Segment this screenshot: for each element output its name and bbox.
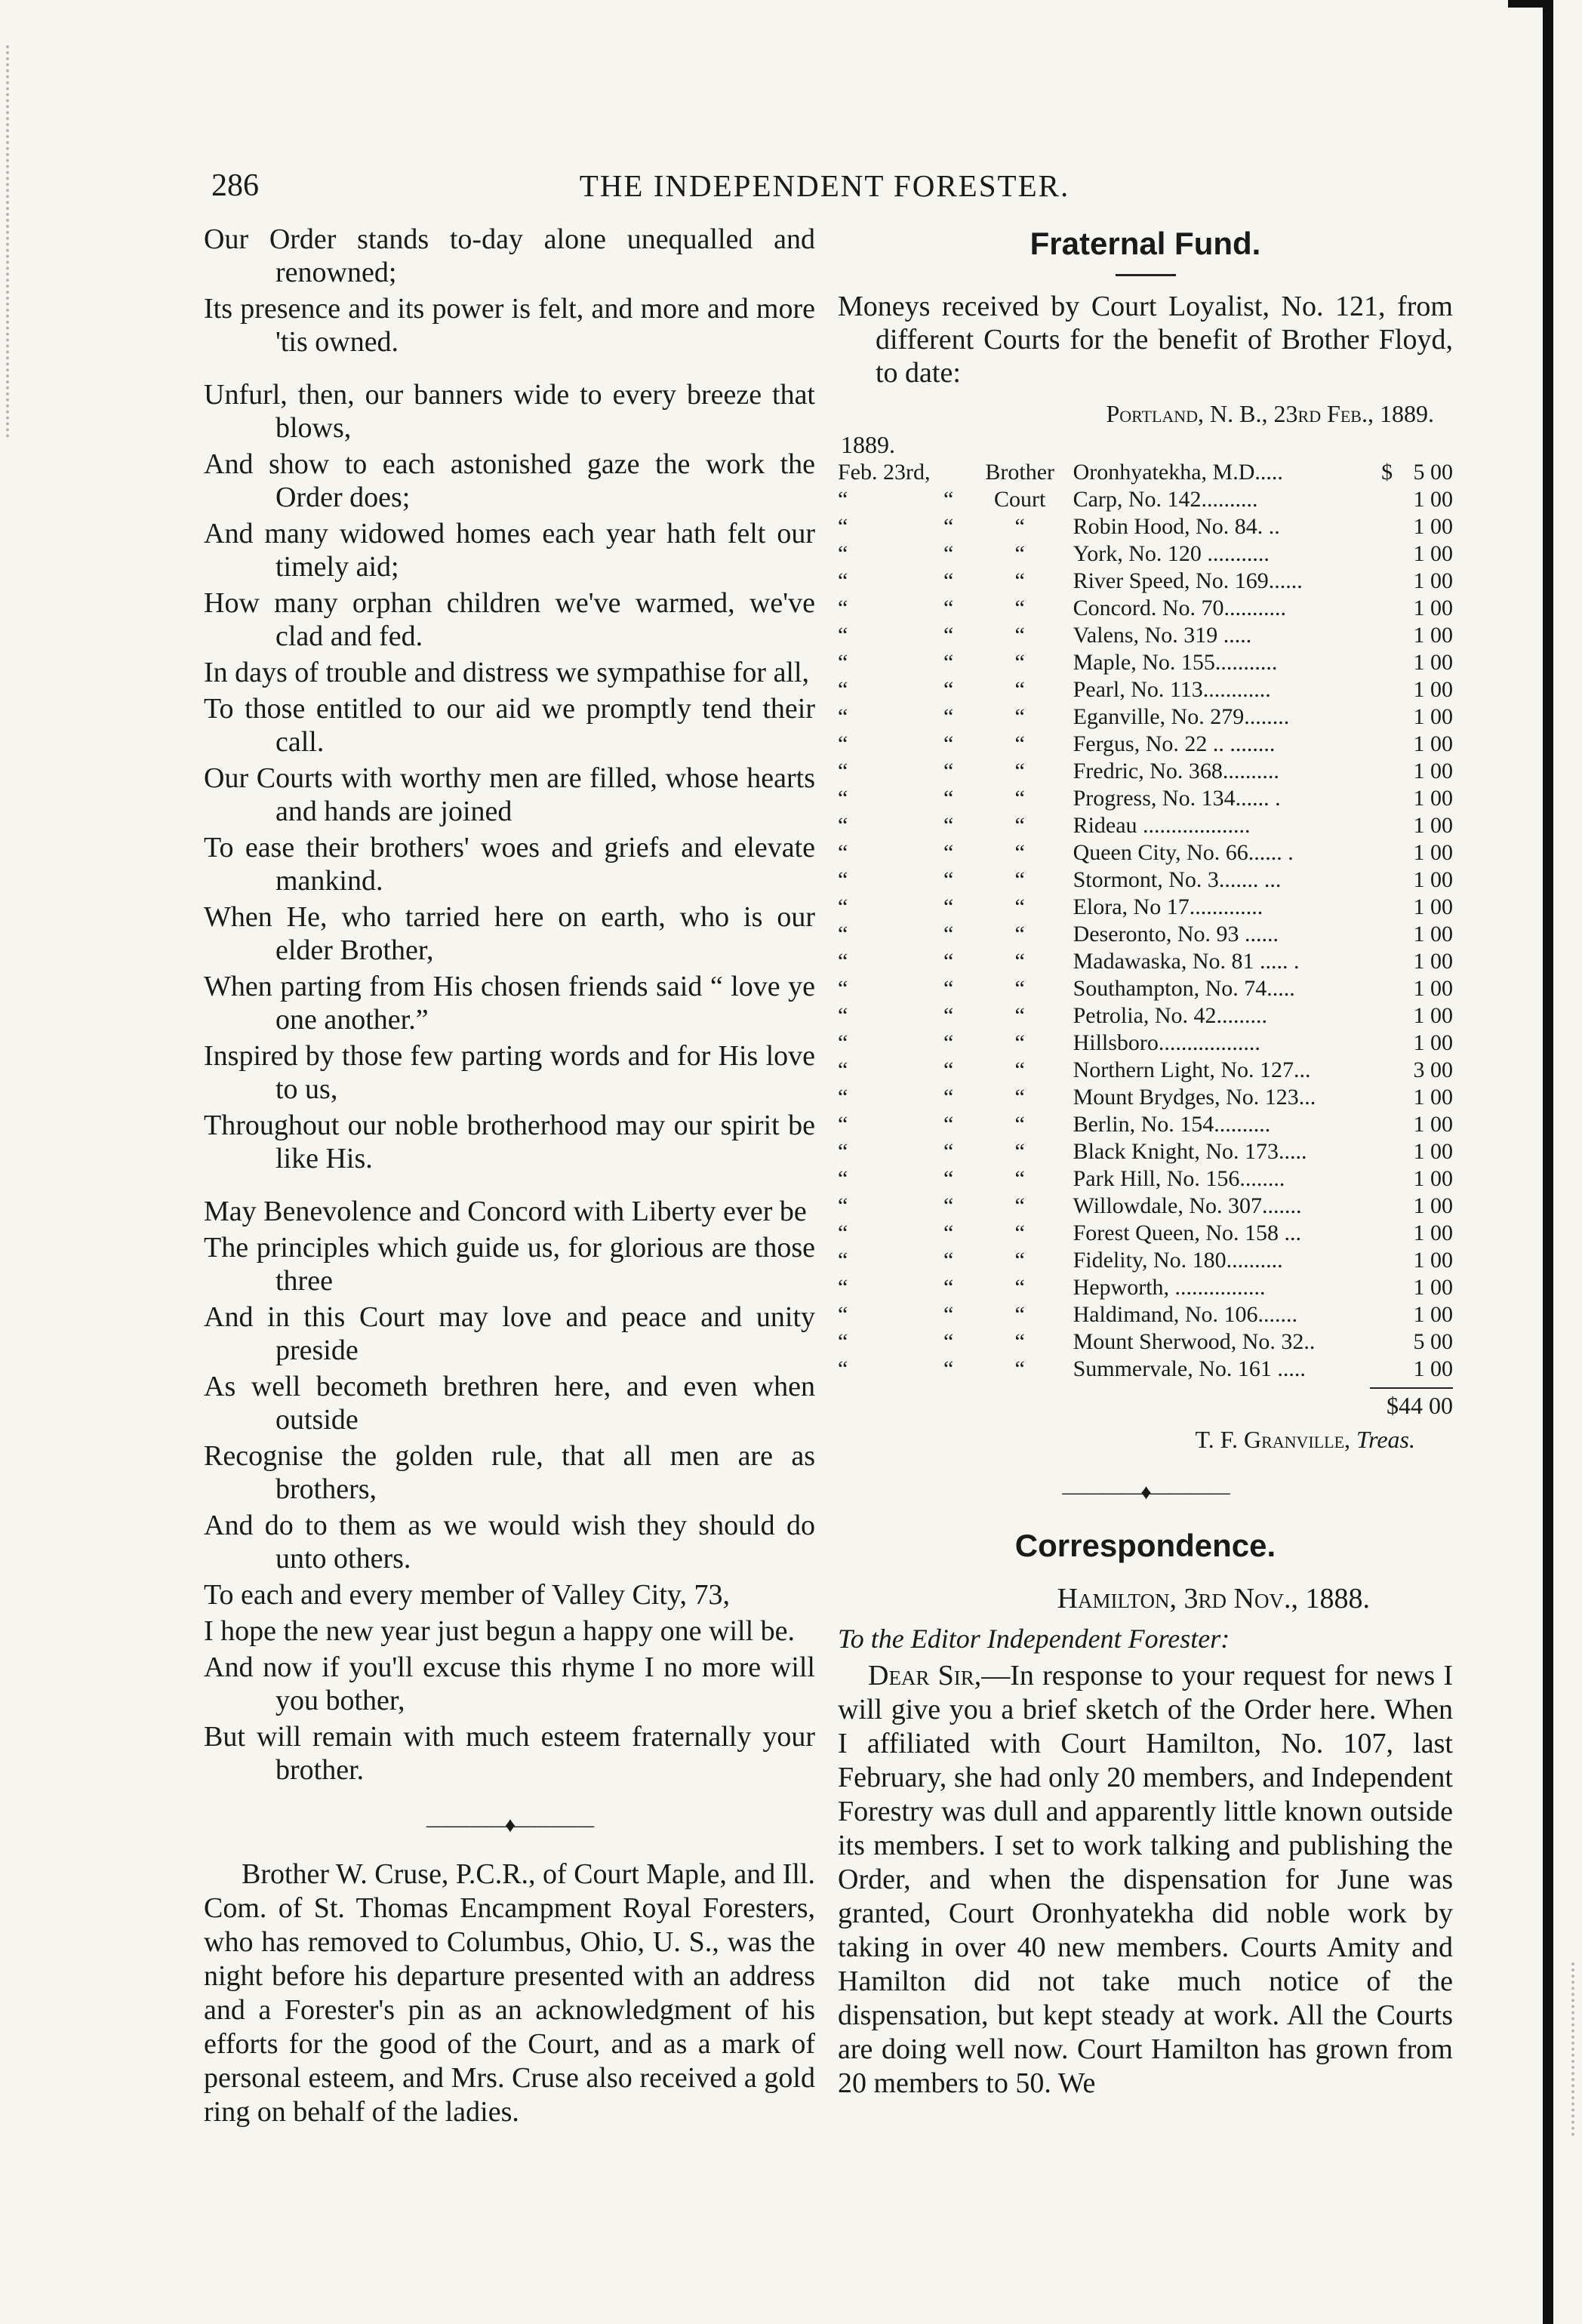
entry-amount: 1 00 [1413,487,1453,512]
news-item-paragraph: Brother W. Cruse, P.C.R., of Court Maple, and Ill. Com. of St. Thomas Encampment Royal Foresters, who has removed to Columbus, Ohio, U. S., was the night before his departure presented with an address and a Forester's pin as an acknowledgment of his efforts for the good of the Court, and as a mark of personal esteem, and Mrs. Cruse also received a gold ring on behalf of the ladies. [204,1858,815,2128]
entry-kind: “ [1014,1139,1025,1164]
ledger-row [838,568,1453,595]
entry-amount: 1 00 [1413,922,1453,947]
entry-dollar-sign [1365,866,1393,894]
entry-amount: 1 00 [1413,568,1453,593]
entry-dollar-sign [1365,1274,1393,1301]
poem-line: Our Courts with worthy men are filled, whose hearts and hands are joined [204,762,815,827]
entry-ditto: “ [943,1248,954,1273]
ledger-row [838,459,1453,486]
entry-dollar-sign [1365,1356,1393,1383]
entry-date: “ [838,650,848,675]
poem-line: And in this Court may love and peace and unity preside [204,1301,815,1366]
ledger-row [838,839,1453,866]
entry-date: “ [838,1220,848,1245]
entry-ditto: “ [943,759,954,783]
entry-amount: 1 00 [1413,1275,1453,1300]
poem-line: And many widowed homes each year hath felt our timely aid; [204,518,815,583]
entry-date: “ [838,949,848,974]
entry-amount: 1 00 [1413,1220,1453,1245]
entry-kind: “ [1014,514,1025,539]
entry-name: Robin Hood, No. 84. .. [1073,514,1280,539]
entry-dollar-sign [1365,839,1393,866]
entry-dollar-sign [1365,649,1393,676]
letter-text: —In response to your request for news I will give you a brief sketch of the Order here. When I affiliated with Court Hamilton, No. 107, last February, she had only 20 members, and Independent Forestry was dull and apparently little known outside its members. I set to work talking and publishing the Order, and when the dispensation for June was granted, Court Oronhyatekha did noble work by taking in over 40 new members. Courts Amity and Hamilton did not take much notice of the dispensation, but kept steady at work. All the Courts are doing well now. Court Hamilton has grown from 20 members to 50. We [838,1660,1454,2099]
short-rule [1116,274,1176,276]
entry-date: “ [838,1057,848,1082]
entry-kind: “ [1014,1030,1025,1055]
entry-kind: “ [1014,949,1025,974]
entry-date: “ [838,759,848,783]
entry-name: Fredric, No. 368.......... [1073,759,1279,783]
entry-kind: “ [1014,1057,1025,1082]
entry-name: Madawaska, No. 81 ..... . [1073,949,1300,974]
entry-ditto: “ [943,650,954,675]
entry-date: “ [838,1112,848,1137]
right-column [838,223,1453,2101]
entry-dollar-sign [1365,1220,1393,1247]
entry-dollar-sign [1365,921,1393,948]
ledger-row [838,1002,1453,1030]
entry-amount: 1 00 [1413,894,1453,919]
entry-dollar-sign [1365,1030,1393,1057]
poem-line: But will remain with much esteem fraternally your brother. [204,1721,815,1786]
entry-kind: “ [1014,1220,1025,1245]
entry-amount: 3 00 [1413,1057,1453,1082]
entry-ditto: “ [943,1003,954,1028]
entry-kind: “ [1014,976,1025,1001]
entry-kind: “ [1014,867,1025,892]
entry-name: Petrolia, No. 42......... [1073,1003,1268,1028]
scan-edge-marks [6,45,24,438]
entry-name: Mount Brydges, No. 123... [1073,1085,1316,1110]
entry-amount: 1 00 [1413,1030,1453,1055]
entry-ditto: “ [943,1057,954,1082]
ledger-row [838,894,1453,921]
entry-name: Berlin, No. 154.......... [1073,1112,1271,1137]
entry-dollar-sign [1365,894,1393,921]
entry-amount: 1 00 [1413,704,1453,729]
entry-ditto: “ [943,1112,954,1137]
ledger-row [838,948,1453,975]
entry-ditto: “ [943,1030,954,1055]
ledger-row [838,1111,1453,1138]
fraternal-fund-title: Fraternal Fund. [1030,226,1261,261]
entry-kind: Court [994,487,1046,512]
entry-dollar-sign [1365,513,1393,540]
entry-amount: 1 00 [1413,840,1453,865]
entry-kind: “ [1014,1166,1025,1191]
entry-amount: 1 00 [1413,731,1453,756]
entry-name: Park Hill, No. 156........ [1073,1166,1285,1191]
entry-dollar-sign [1365,676,1393,703]
entry-name: Concord. No. 70........... [1073,596,1287,620]
entry-dollar-sign [1365,1165,1393,1193]
entry-name: Summervale, No. 161 ..... [1073,1356,1306,1381]
entry-date: “ [838,1003,848,1028]
entry-amount: 1 00 [1413,976,1453,1001]
entry-ditto: “ [943,568,954,593]
entry-dollar-sign [1365,785,1393,812]
entry-amount: 1 00 [1413,949,1453,974]
poem-line: How many orphan children we've warmed, we've clad and fed. [204,587,815,652]
entry-amount: 1 00 [1413,623,1453,648]
entry-ditto: “ [943,1275,954,1300]
entry-kind: “ [1014,1329,1025,1354]
ledger-row [838,1165,1453,1193]
ledger-row [838,649,1453,676]
entry-date: “ [838,1356,848,1381]
entry-ditto: “ [943,1329,954,1354]
poem-line: To each and every member of Valley City, 73, [204,1579,730,1611]
entry-kind: “ [1014,922,1025,947]
fund-total: $44 00 [1387,1392,1453,1419]
fund-place-date: Portland, N. B., 23rd Feb., 1889. [1106,400,1434,427]
entry-amount: 1 00 [1413,1193,1453,1218]
poem-line: To those entitled to our aid we promptly tend their call. [204,693,815,758]
entry-name: Oronhyatekha, M.D..... [1073,460,1283,485]
entry-ditto: “ [943,596,954,620]
entry-name: Queen City, No. 66...... . [1073,840,1294,865]
entry-name: Pearl, No. 113............ [1073,677,1271,702]
entry-ditto: “ [943,1166,954,1191]
treasurer-signature [838,1426,1415,1454]
entry-ditto: “ [943,514,954,539]
entry-amount: 1 00 [1413,596,1453,620]
poem-line: Recognise the golden rule, that all men are as brothers, [204,1440,815,1505]
fund-ledger-table [838,459,1453,1383]
ledger-row [838,622,1453,649]
entry-name: Northern Light, No. 127... [1073,1057,1311,1082]
fund-intro: Moneys received by Court Loyalist, No. 121, from different Courts for the benefit of Brother Floyd, to date: [838,291,1453,389]
entry-name: Eganville, No. 279........ [1073,704,1290,729]
fund-year: 1889. [841,431,895,458]
entry-dollar-sign [1365,1002,1393,1030]
entry-name: Forest Queen, No. 158 ... [1073,1220,1302,1245]
ledger-row [838,676,1453,703]
entry-name: Hepworth, ................ [1073,1275,1266,1300]
entry-date: “ [838,541,848,566]
entry-name: Mount Sherwood, No. 32.. [1073,1329,1316,1354]
entry-kind: “ [1014,1085,1025,1110]
section-ornament: ————♦———— [426,1814,593,1837]
entry-ditto: “ [943,623,954,648]
entry-kind: “ [1014,813,1025,838]
poem-line: To ease their brothers' woes and griefs and elevate mankind. [204,832,815,897]
page-spine-shadow [1543,0,1553,2324]
treasurer-name: T. F. Granville, [1195,1426,1351,1453]
poem-line: As well becometh brethren here, and even when outside [204,1371,815,1436]
entry-dollar-sign [1365,948,1393,975]
entry-name: Willowdale, No. 307....... [1073,1193,1302,1218]
entry-name: Haldimand, No. 106....... [1073,1302,1298,1327]
entry-amount: 1 00 [1413,1356,1453,1381]
poem-line: Throughout our noble brotherhood may our spirit be like His. [204,1110,815,1174]
entry-date: “ [838,922,848,947]
entry-ditto: “ [943,1356,954,1381]
poem-line: The principles which guide us, for glorious are those three [204,1232,815,1297]
poem-line: May Benevolence and Concord with Liberty ever be [204,1196,807,1227]
letter-opening: Dear Sir, [868,1660,982,1691]
entry-ditto: “ [943,1139,954,1164]
ledger-row [838,812,1453,839]
entry-dollar-sign [1365,595,1393,622]
entry-amount: 1 00 [1413,786,1453,811]
entry-kind: “ [1014,1275,1025,1300]
entry-date: Feb. 23rd, [838,460,931,485]
entry-name: Stormont, No. 3....... ... [1073,867,1282,892]
entry-amount: 1 00 [1413,514,1453,539]
entry-date: “ [838,1030,848,1055]
correspondence-date: Hamilton, 3rd Nov., 1888. [1057,1583,1370,1614]
entry-kind: “ [1014,840,1025,865]
entry-amount: 1 00 [1413,1003,1453,1028]
ledger-row [838,1084,1453,1111]
poem-line: Our Order stands to-day alone unequalled and renowned; [204,223,815,288]
entry-date: “ [838,596,848,620]
ledger-row [838,1274,1453,1301]
entry-amount: 5 00 [1413,460,1453,485]
entry-kind: “ [1014,677,1025,702]
entry-amount: 1 00 [1413,541,1453,566]
entry-dollar-sign [1365,1057,1393,1084]
left-column [204,223,815,2129]
entry-name: Valens, No. 319 ..... [1073,623,1252,648]
entry-amount: 5 00 [1413,1329,1453,1354]
entry-amount: 1 00 [1413,1166,1453,1191]
ledger-row [838,1193,1453,1220]
page-number: 286 [211,168,259,203]
entry-date: “ [838,623,848,648]
page-header [204,168,1445,213]
entry-ditto: “ [943,1302,954,1327]
ledger-row [838,731,1453,758]
entry-kind: Brother [985,460,1055,485]
entry-name: Fergus, No. 22 .. ........ [1073,731,1276,756]
poem-line: In days of trouble and distress we sympathise for all, [204,657,810,688]
entry-name: Progress, No. 134...... . [1073,786,1281,811]
entry-dollar-sign [1365,812,1393,839]
ledger-row [838,758,1453,785]
entry-date: “ [838,813,848,838]
entry-ditto: “ [943,541,954,566]
ledger-row [838,785,1453,812]
entry-name: York, No. 120 ........... [1073,541,1270,566]
poem-line: I hope the new year just begun a happy one will be. [204,1615,795,1647]
entry-kind: “ [1014,894,1025,919]
entry-ditto: “ [943,867,954,892]
entry-name: River Speed, No. 169...... [1073,568,1303,593]
ledger-row [838,1247,1453,1274]
entry-dollar-sign [1365,758,1393,785]
correspondence-title: Correspondence. [1014,1528,1276,1563]
entry-date: “ [838,1193,848,1218]
poem-line: Inspired by those few parting words and for His love to us, [204,1040,815,1105]
ledger-row [838,540,1453,568]
ledger-row [838,486,1453,513]
entry-kind: “ [1014,786,1025,811]
poem-line: And do to them as we would wish they should do unto others. [204,1510,815,1574]
entry-dollar-sign [1365,568,1393,595]
entry-name: Rideau ................... [1073,813,1251,838]
entry-name: Maple, No. 155........... [1073,650,1278,675]
entry-ditto: “ [943,704,954,729]
entry-date: “ [838,1085,848,1110]
entry-ditto: “ [943,487,954,512]
entry-kind: “ [1014,596,1025,620]
ledger-row [838,1301,1453,1328]
entry-date: “ [838,514,848,539]
entry-date: “ [838,1275,848,1300]
correspondence-salutation: To the Editor Independent Forester: [838,1624,1230,1654]
entry-ditto [931,459,967,486]
ledger-row [838,1220,1453,1247]
entry-kind: “ [1014,1302,1025,1327]
poem-line: Its presence and its power is felt, and more and more 'tis owned. [204,293,815,358]
entry-amount: 1 00 [1413,650,1453,675]
entry-kind: “ [1014,650,1025,675]
entry-dollar-sign [1365,1084,1393,1111]
entry-amount: 1 00 [1413,1112,1453,1137]
ledger-row [838,1356,1453,1383]
entry-kind: “ [1014,541,1025,566]
entry-ditto: “ [943,949,954,974]
entry-dollar-sign [1365,622,1393,649]
entry-kind: “ [1014,731,1025,756]
entry-kind: “ [1014,1248,1025,1273]
entry-date: “ [838,840,848,865]
entry-dollar-sign [1365,1301,1393,1328]
entry-amount: 1 00 [1413,1139,1453,1164]
entry-amount: 1 00 [1413,677,1453,702]
entry-dollar-sign [1365,975,1393,1002]
entry-date: “ [838,976,848,1001]
ledger-row [838,866,1453,894]
correspondence-body [838,1659,1453,2101]
entry-name: Elora, No 17............. [1073,894,1263,919]
entry-name: Deseronto, No. 93 ...... [1073,922,1279,947]
ledger-row [838,1328,1453,1356]
page-spine-corner [1508,0,1553,8]
entry-amount: 1 00 [1413,867,1453,892]
entry-ditto: “ [943,922,954,947]
entry-date: “ [838,1248,848,1273]
poem-line: And now if you'll excuse this rhyme I no more will you bother, [204,1651,815,1716]
poem-line: Unfurl, then, our banners wide to every breeze that blows, [204,379,815,444]
ledger-row [838,1030,1453,1057]
entry-dollar-sign [1365,1328,1393,1356]
poem-line: When parting from His chosen friends said “ love ye one another.” [204,971,815,1036]
entry-kind: “ [1014,1356,1025,1381]
entry-ditto: “ [943,677,954,702]
stanza-break [204,1178,815,1195]
entry-ditto: “ [943,731,954,756]
entry-name: Southampton, No. 74..... [1073,976,1295,1001]
entry-date: “ [838,1302,848,1327]
entry-amount: 1 00 [1413,759,1453,783]
entry-date: “ [838,1139,848,1164]
poem-line: When He, who tarried here on earth, who is our elder Brother, [204,901,815,966]
entry-date: “ [838,487,848,512]
entry-kind: “ [1014,1193,1025,1218]
ledger-row [838,1057,1453,1084]
entry-kind: “ [1014,623,1025,648]
entry-dollar-sign [1365,1193,1393,1220]
entry-date: “ [838,731,848,756]
entry-date: “ [838,1329,848,1354]
entry-date: “ [838,568,848,593]
entry-ditto: “ [943,1220,954,1245]
ledger-row [838,703,1453,731]
entry-kind: “ [1014,759,1025,783]
total-rule [1370,1387,1453,1389]
entry-date: “ [838,894,848,919]
entry-dollar-sign [1365,731,1393,758]
scan-edge-marks [1562,1962,1574,2136]
entry-name: Fidelity, No. 180.......... [1073,1248,1283,1273]
entry-dollar-sign [1365,540,1393,568]
ledger-row [838,921,1453,948]
entry-date: “ [838,704,848,729]
entry-amount: 1 00 [1413,1302,1453,1327]
entry-date: “ [838,867,848,892]
entry-dollar-sign [1365,1111,1393,1138]
entry-amount: 1 00 [1413,813,1453,838]
entry-name: Carp, No. 142.......... [1073,487,1258,512]
entry-ditto: “ [943,976,954,1001]
section-ornament: ————♦———— [1062,1481,1229,1504]
entry-amount: 1 00 [1413,1085,1453,1110]
treasurer-title: Treas. [1356,1426,1415,1453]
entry-ditto: “ [943,786,954,811]
running-title: THE INDEPENDENT FORESTER. [579,168,1070,203]
entry-dollar-sign [1365,486,1393,513]
poem-line: And show to each astonished gaze the work the Order does; [204,448,815,513]
entry-date: “ [838,786,848,811]
entry-dollar-sign: $ [1381,460,1393,485]
entry-kind: “ [1014,568,1025,593]
ledger-row [838,975,1453,1002]
ledger-row [838,513,1453,540]
entry-date: “ [838,677,848,702]
ledger-row [838,1138,1453,1165]
entry-kind: “ [1014,1112,1025,1137]
ledger-row [838,595,1453,622]
entry-date: “ [838,1166,848,1191]
poem [204,223,815,1787]
stanza-break [204,362,815,378]
entry-dollar-sign [1365,1247,1393,1274]
entry-kind: “ [1014,1003,1025,1028]
entry-name: Black Knight, No. 173..... [1073,1139,1307,1164]
entry-dollar-sign [1365,703,1393,731]
entry-ditto: “ [943,894,954,919]
entry-dollar-sign [1365,1138,1393,1165]
entry-amount: 1 00 [1413,1248,1453,1273]
entry-ditto: “ [943,1085,954,1110]
entry-name: Hillsboro.................. [1073,1030,1260,1055]
entry-kind: “ [1014,704,1025,729]
entry-ditto: “ [943,840,954,865]
entry-ditto: “ [943,1193,954,1218]
entry-ditto: “ [943,813,954,838]
